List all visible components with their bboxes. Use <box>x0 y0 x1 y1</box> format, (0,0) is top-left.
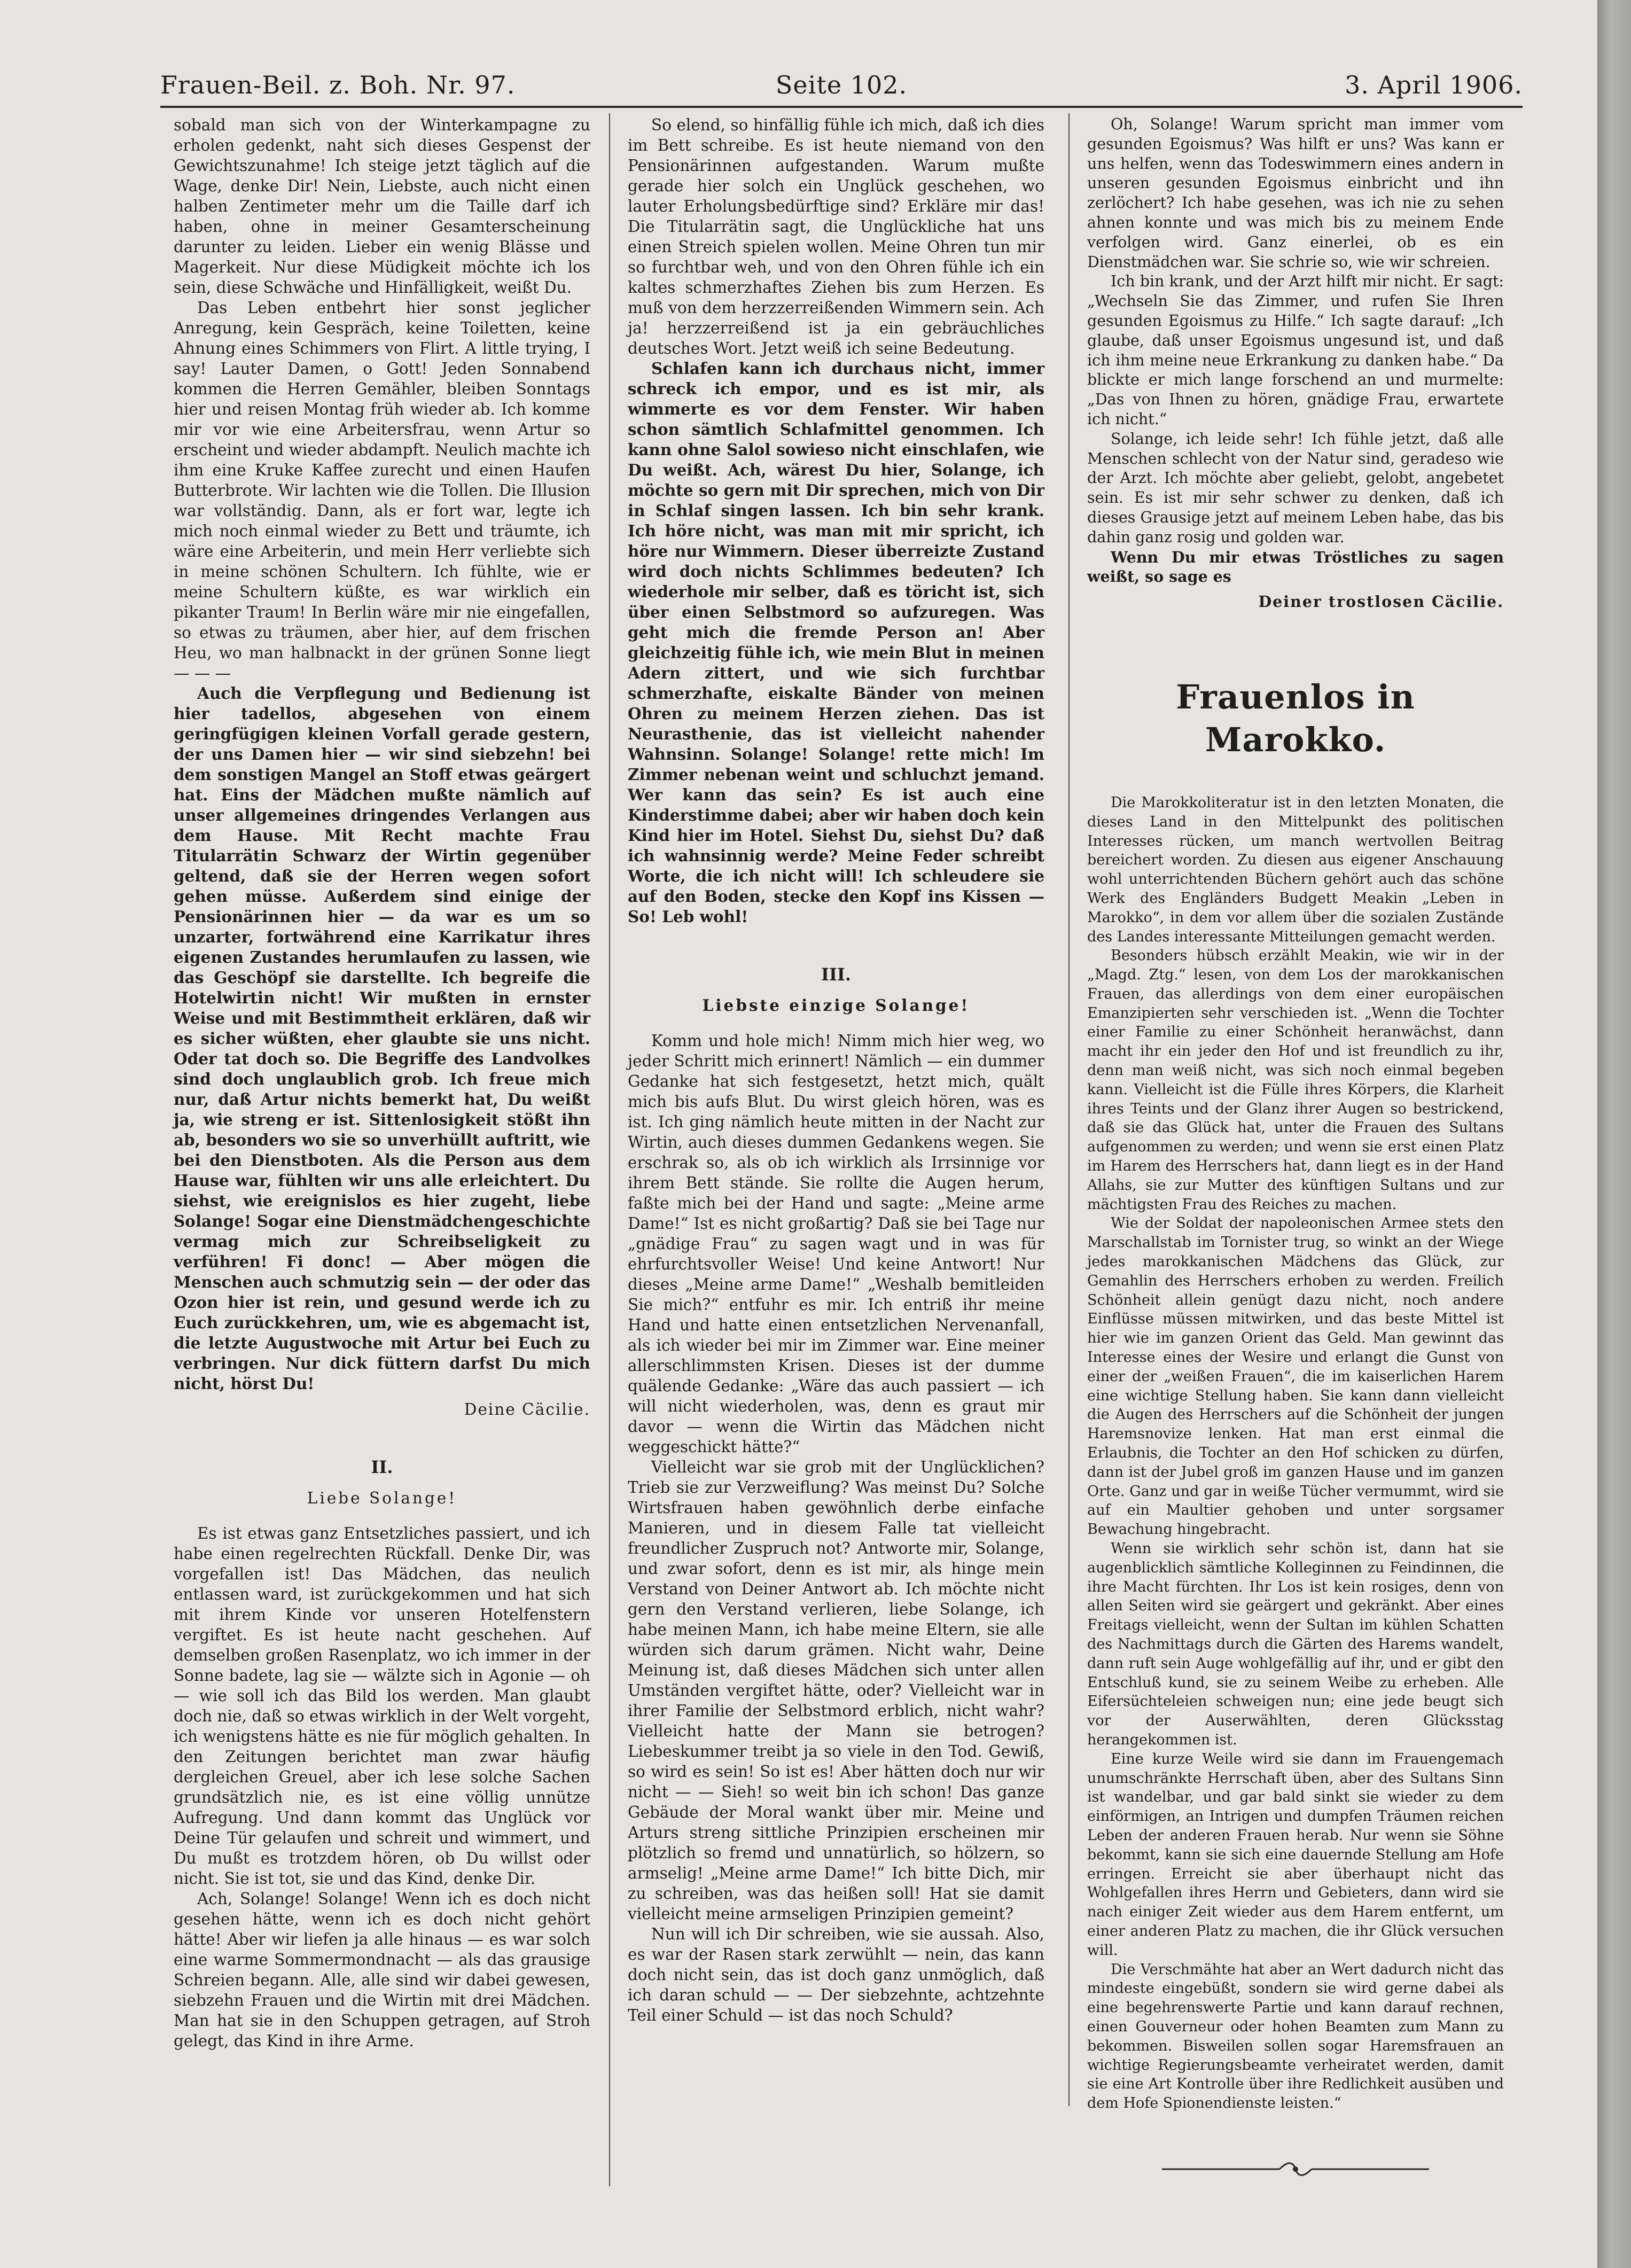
salutation: Liebe Solange! <box>307 1489 457 1507</box>
paragraph: Auch die Verpflegung und Bedienung ist hier tadellos, abgesehen von einem geringfügigen kleinen Vorfall gerade gestern, der uns Damen hier — wir sind siebzehn! bei dem sonstigen Mangel an Stoff etwas geärgert hat. Eins der Mädchen mußte nämlich auf unser allgemeines dringendes Verlangen aus dem Hause. Mit Recht machte Frau Titularrätin Schwarz der Wirtin gegenüber geltend, daß sie der Herren wegen sofort gehen müsse. Außerdem sind einige der Pensionärinnen hier — da war es um so unzarter, fortwährend eine Karrikatur ihres eigenen Zustandes herumlaufen zu lassen, wie das Geschöpf sie darstellte. Ich begreife die Hotelwirtin nicht! Wir mußten in ernster Weise und mit Bestimmtheit erklären, daß wir es sicher wüßten, eher glaubte sie uns nicht. Oder tat doch so. Die Begriffe des Landvolkes sind doch unglaublich grob. Ich freue mich nur, daß Artur nichts bemerkt hat, Du weißt ja, wie streng er ist. Sittenlosigkeit stößt ihn ab, besonders wo sie so unverhüllt auftritt, wie bei den Dienstboten. Als die Person aus dem Hause war, fühlten wir uns alle erleichtert. Du siehst, wie ereignislos es hier zugeht, liebe Solange! Sogar eine Dienstmädchengeschichte vermag mich zur Schreibseligkeit zu verführen! Fi donc! — Aber mögen die Menschen auch schmutzig sein — der oder das Ozon hier ist rein, und gesund werde ich zu Euch zurückkehren, um, wie es abgemacht ist, die letzte Augustwoche mit Artur bei Euch zu verbringen. Nur dick füttern darfst Du mich nicht, hörst Du! <box>174 684 590 1393</box>
paragraph: Ach, Solange! Solange! Wenn ich es doch nicht gesehen hätte, wenn ich es doch nicht gehört hätte! Aber wir liefen ja alle hinaus — es war solch eine warme Sommermondnacht — als das grausige Schreien begann. Alle, alle sind wir dabei gewesen, siebzehn Frauen und die Wirtin mit drei Mädchen. Man hat sie in den Schuppen getragen, auf Stroh gelegt, das Kind in ihre Arme. <box>174 1890 590 2050</box>
column-1 <box>174 115 590 2051</box>
paragraph: Oh, Solange! Warum spricht man immer vom gesunden Egoismus? Was hilft er uns? Was kann er uns helfen, wenn das Todeswimmern eines andern in unseren gesunden Egoismus einbricht und ihn zerlöchert? Ich habe gesehen, was ich nie zu sehen ahnen konnte und was mich bis zu meinem Ende verfolgen wird. Ganz einerlei, ob es ein Dienstmädchen war. Sie schrie so, wie wir schreien. <box>1087 115 1504 271</box>
paragraph: Nun will ich Dir schreiben, wie sie aussah. Also, es war der Rasen stark zerwühlt — nein, das kann doch nicht sein, das ist doch ganz unmöglich, daß ich daran schuld — — Der siebzehnte, achtzehnte Teil einer Schuld — ist das noch Schuld? <box>628 1925 1044 2024</box>
section-number: II. <box>371 1457 393 1477</box>
paragraph: sobald man sich von der Winterkampagne zu erholen gedenkt, naht sich dieses Gespenst der Gewichtszunahme! Ich steige jetzt täglich auf die Wage, denke Dir! Nein, Liebste, auch nicht einen halben Zentimeter mehr um die Taille darf ich haben, ohne in meiner Gesamterscheinung darunter zu leiden. Lieber ein wenig Blässe und Magerkeit. Nur diese Müdigkeit möchte ich los sein, diese Schwäche und Hinfälligkeit, weißt Du. <box>174 116 590 297</box>
paragraph: Vielleicht war sie grob mit der Unglücklichen? Trieb sie zur Verzweiflung? Was meinst Du? Solche Wirtsfrauen haben gewöhnlich derbe einfache Manieren, und in diesem Falle tat vielleicht freundlicher Zuspruch not? Antworte mir, Solange, und zwar sofort, denn es ist mir, als hinge mein Verstand von Deiner Antwort ab. Ich möchte nicht gern den Verstand verlieren, liebe Solange, ich habe meinen Mann, ich habe meine Eltern, sie alle würden sich darum grämen. Nicht wahr, Deine Meinung ist, daß dieses Mädchen sich unter allen Umständen vergiftet hätte, oder? Vielleicht war in ihrer Familie der Selbstmord erblich, nicht wahr? Vielleicht hatte der Mann sie betrogen? Liebeskummer treibt ja so viele in den Tod. Gewiß, so wird es sein! So ist es! Aber hätten doch nur wir nicht — — Sieh! so weit bin ich schon! Das ganze Gebäude der Moral wankt über mir. Meine und Arturs streng sittliche Prinzipien erscheinen mir plötzlich so fremd und unnatürlich, so hölzern, so armselig! „Meine arme Dame!“ Ich bitte Dich, mir zu schreiben, was das heißen soll! Hat sie damit vielleicht meine armseligen Prinzipien gemeint? <box>628 1458 1044 1923</box>
paragraph: Das Leben entbehrt hier sonst jeglicher Anregung, kein Gespräch, keine Toiletten, keine Ahnung eines Schimmers von Flirt. A little trying, I say! Lauter Damen, o Gott! Jeden Sonnabend kommen die Herren Gemähler, bleiben Sonntags hier und reisen Montag früh wieder ab. Ich komme mir vor wie eine Arbeitersfrau, wenn Artur so erscheint und wieder abdampft. Neulich machte ich ihm eine Kruke Kaffee zurecht und einen Haufen Butterbrote. Wir lachten wie die Tollen. Die Illusion war vollständig. Dann, als er fort war, legte ich mich noch einmal wieder zu Bett und träumte, ich wäre eine Arbeiterin, und mein Herr verliebte sich in meine schönen Schultern. Ich fühlte, wie er meine Schultern küßte, es war wirklich ein pikanter Traum! In Berlin wäre mir nie eingefallen, so etwas zu träumen, aber hier, auf dem frischen Heu, wo man halbnackt in der grünen Sonne liegt — — — <box>174 299 590 682</box>
paragraph: Wenn sie wirklich sehr schön ist, dann hat sie augenblicklich sämtliche Kolleginnen zu Feindinnen, die ihre Macht fürchten. Ihr Los ist kein rosiges, denn von allen Seiten wird sie geärgert und gekränkt. Aber eines Freitags vielleicht, wenn der Sultan im kühlen Schatten des Nachmittags durch die Gärten des Harems wandelt, dann ruft sein Auge wohlgefällig auf ihr, und er gibt den Entschluß kund, sie zu seinem Weibe zu erheben. Alle Eifersüchteleien schweigen nun; eine jede beugt sich vor der Auserwählten, deren Glücksstag herangekommen ist. <box>1087 1540 1504 1748</box>
paragraph: Wie der Soldat der napoleonischen Armee stets den Marschallstab im Tornister trug, so winkt an der Wiege jedes marokkanischen Mädchens das Glück, zur Gemahlin des Herrschers erhoben zu werden. Freilich Schönheit allein genügt dazu nicht, noch andere Einflüsse müssen mitwirken, und das beste Mittel ist hier wie im ganzen Orient das Geld. Man gewinnt das Interesse eines der Wesire und erlangt die Gunst von einer der „weißen Frauen“, die im kaiserlichen Harem eine wichtige Stellung haben. Sie kann dann vielleicht die Augen des Herrschers auf die Schönheit der jungen Haremsnovize lenken. Hat man erst einmal die Erlaubnis, die Tochter an den Hof schicken zu dürfen, dann ist der Jubel groß im ganzen Hause und im ganzen Orte. Ganz und gar in weiße Tücher vermummt, wird sie auf ein Maultier gehoben und unter sorgsamer Bewachung hingebracht. <box>1087 1215 1504 1538</box>
paragraph: Eine kurze Weile wird sie dann im Frauengemach unumschränkte Herrschaft üben, aber des Sultans Sinn ist wandelbar, und gar bald sinkt sie wieder zu dem einförmigen, an Intrigen und dumpfen Träumen reichen Leben der anderen Frauen herab. Nur wenn sie Söhne bekommt, kann sie sich eine dauernde Stellung am Hofe erringen. Erreicht sie aber überhaupt nicht das Wohlgefallen ihres Herrn und Gebieters, dann wird sie nach einiger Zeit wieder aus dem Harem entfernt, um einer anderen Platz zu machen, die ihr Glück versuchen will. <box>1087 1750 1504 1959</box>
column-3 <box>1087 115 1504 2177</box>
paragraph: Solange, ich leide sehr! Ich fühle jetzt, daß alle Menschen schlecht von der Natur sind, geradeso wie der Arzt. Ich möchte aber geliebt, gelobt, angebetet sein. Es ist mir sehr schwer zu denken, daß ich dieses Grausige jetzt auf meinem Leben habe, das bis dahin ganz rosig und golden war. <box>1087 430 1504 546</box>
paragraph: Ich bin krank, und der Arzt hilft mir nicht. Er sagt: „Wechseln Sie das Zimmer, und rufen Sie Ihren gesunden Egoismus zu Hilfe.“ Ich sagte darauf: „Ich glaube, daß unser Egoismus ungesund ist, und daß ich ihm meine neue Erkrankung zu danken habe.“ Da blickte er mich lange forschend an und murmelte: „Das von Ihnen zu hören, gnädige Frau, erwartete ich nicht.“ <box>1087 272 1504 428</box>
column-2 <box>628 115 1044 2025</box>
signature: Deine Cäcilie. <box>464 1400 590 1419</box>
header-page-number: Seite 102. <box>775 71 908 99</box>
paragraph: Komm und hole mich! Nimm mich hier weg, wo jeder Schritt mich erinnert! Nämlich — ein dummer Gedanke hat sich festgesetzt, hetzt mich, quält mich bis aufs Blut. Du wirst gleich hören, was es ist. Ich ging nämlich heute mitten in der Nacht zur Wirtin, auch dieses dummen Gedankens wegen. Sie erschrak so, als ob ich wirklich als Irrsinnige vor ihrem Bett stände. Sie rollte die Augen herum, faßte mich bei der Hand und sagte: „Meine arme Dame!“ Ist es nicht großartig? Daß sie bei Tage nur „gnädige Frau“ zu sagen wagt und in was für ehrfurchtsvoller Weise! Und keine Antwort! Nur dieses „Meine arme Dame!“ „Weshalb bemitleiden Sie mich?“ entfuhr es mir. Ich entriß ihr meine Hand und hatte einen entsetzlichen Nervenanfall, als ich wieder bei mir im Zimmer war. Eine meiner allerschlimmsten Krisen. Dieses ist der dumme quälende Gedanke: „Wäre das auch passiert — ich will nicht wiederholen, was, denn es graut mir davor — wenn die Wirtin das Mädchen nicht weggeschickt hätte?“ <box>628 1032 1044 1456</box>
paragraph: Besonders hübsch erzählt Meakin, wie wir in der „Magd. Ztg.“ lesen, von dem Los der marokkanischen Frauen, das allerdings von dem einer europäischen Emanzipierten sehr verschieden ist. „Wenn die Tochter einer Familie zu einer Schönheit heranwächst, dann macht ihr ein jeder den Hof und ist freundlich zu ihr, denn man weiß nicht, was sich noch einmal begeben kann. Vielleicht ist die Fülle ihres Körpers, die Klarheit ihres Teints und der Glanz ihrer Augen so bestrickend, daß sie das Glück hat, unter die Frauen des Sultans aufgenommen zu werden; und wenn sie erst einen Platz im Harem des Herrschers hat, dann liegt es in der Hand Allahs, sie zur Mutter des künftigen Sultans und zur mächtigsten Frau des Reiches zu machen. <box>1087 947 1504 1213</box>
paragraph: Die Verschmähte hat aber an Wert dadurch nicht das mindeste eingebüßt, sondern sie wird gerne dabei als eine begehrenswerte Partie und kann darauf rechnen, einen Gouverneur oder hohen Beamten zum Mann zu bekommen. Bisweilen sollen sogar Haremsfrauen an wichtige Regierungsbeamte verheiratet werden, damit sie eine Art Kontrolle über ihre Redlichkeit ausüben und dem Hofe Spionendienste leisten.“ <box>1087 1961 1504 2112</box>
salutation: Liebste einzige Solange! <box>702 996 970 1015</box>
page-header <box>160 63 1523 106</box>
column-divider-2 <box>1068 113 1070 2106</box>
column-divider-1 <box>609 113 610 2186</box>
header-publication: Frauen-Beil. z. Boh. Nr. 97. <box>160 71 516 99</box>
header-rule <box>160 106 1523 108</box>
article-headline: Frauenlos in Marokko. <box>1176 677 1415 759</box>
section-number: III. <box>821 964 852 985</box>
paragraph: So elend, so hinfällig fühle ich mich, daß ich dies im Bett schreibe. Es ist heute niemand von den Pensionärinnen aufgestanden. Warum mußte gerade hier solch ein Unglück geschehen, wo lauter Erholungsbedürftige sind? Erkläre mir das! Die Titularrätin sagt, die Unglückliche hat uns einen Streich spielen wollen. Meine Ohren tun mir so furchtbar weh, und von den Ohren fühle ich ein kaltes schmerzhaftes Ziehen bis zum Herzen. Es muß von dem herzzerreißenden Wimmern sein. Ach ja! herzzerreißend ist ja ein gebräuchliches deutsches Wort. Jetzt weiß ich seine Bedeutung. <box>628 116 1044 357</box>
paragraph: Schlafen kann ich durchaus nicht, immer schreck ich empor, und es ist mir, als wimmerte es vor dem Fenster. Wir haben schon sämtlich Schlafmittel genommen. Ich kann ohne Salol sowieso nicht einschlafen, wie Du weißt. Ach, wärest Du hier, Solange, ich möchte so gern mit Dir sprechen, mich von Dir in Schlaf singen lassen. Ich bin sehr krank. Ich höre nicht, was man mit mir spricht, ich höre nur Wimmern. Dieser überreizte Zustand wird doch nichts Schlimmes bedeuten? Ich wiederhole mir selber, daß es töricht ist, sich über einen Selbstmord so aufzuregen. Was geht mich die fremde Person an! Aber gleichzeitig fühle ich, wie mein Blut in meinen Adern zittert, und wie sich furchtbar schmerzhafte, eiskalte Bänder von meinen Ohren zu meinem Herzen ziehen. Das ist Neurasthenie, das ist vielleicht nahender Wahnsinn. Solange! Solange! rette mich! Im Zimmer nebenan weint und schluchzt jemand. Wer kann das sein? Es ist auch eine Kinderstimme dabei; aber wir haben doch kein Kind hier im Hotel. Siehst Du, siehst Du? daß ich wahnsinnig werde? Meine Feder schreibt Worte, die ich nicht will! Ich schleudere sie auf den Boden, stecke den Kopf ins Kissen — So! Leb wohl! <box>628 359 1044 926</box>
paragraph: Die Marokkoliteratur ist in den letzten Monaten, die dieses Land in den Mittelpunkt des politischen Interesses rücken, um manch wertvollen Beitrag bereichert worden. Zu diesen aus eigener Anschauung wohl unterrichtenden Büchern gehört auch das schöne Werk des Engländers Budgett Meakin „Leben in Marokko“, in dem vor allem über die sozialen Zustände des Landes interessante Mitteilungen gemacht werden. <box>1087 794 1504 945</box>
signature: Deiner trostlosen Cäcilie. <box>1258 593 1504 611</box>
paragraph: Es ist etwas ganz Entsetzliches passiert, und ich habe einen regelrechten Rückfall. Denke Dir, was vorgefallen ist! Das Mädchen, das neulich entlassen ward, ist zurückgekommen und hat sich mit ihrem Kinde vor unseren Hotelfenstern vergiftet. Es ist heute nacht geschehen. Auf demselben großen Rasenplatz, wo ich immer in der Sonne badete, lag sie — wälzte sich in Agonie — oh — wie soll ich das Bild los werden. Man glaubt doch nie, daß so etwas wirklich in der Welt vorgeht, ich wenigstens hätte es nie für möglich gehalten. In den Zeitungen berichtet man zwar häufig dergleichen Greuel, aber ich lese solche Sachen grundsätzlich nie, es ist eine völlig unnütze Aufregung. Und dann kommt das Unglück vor Deine Tür gelaufen und schreit und wimmert, und Du mußt es trotzdem hören, ob Du willst oder nicht. Sie ist tot, sie und das Kind, denke Dir. <box>174 1524 590 1888</box>
ornament-divider-icon <box>1157 2161 1434 2177</box>
paragraph: Wenn Du mir etwas Tröstliches zu sagen weißt, so sage es <box>1087 548 1504 586</box>
header-date: 3. April 1906. <box>1345 71 1523 99</box>
page-edge <box>1597 0 1631 2268</box>
